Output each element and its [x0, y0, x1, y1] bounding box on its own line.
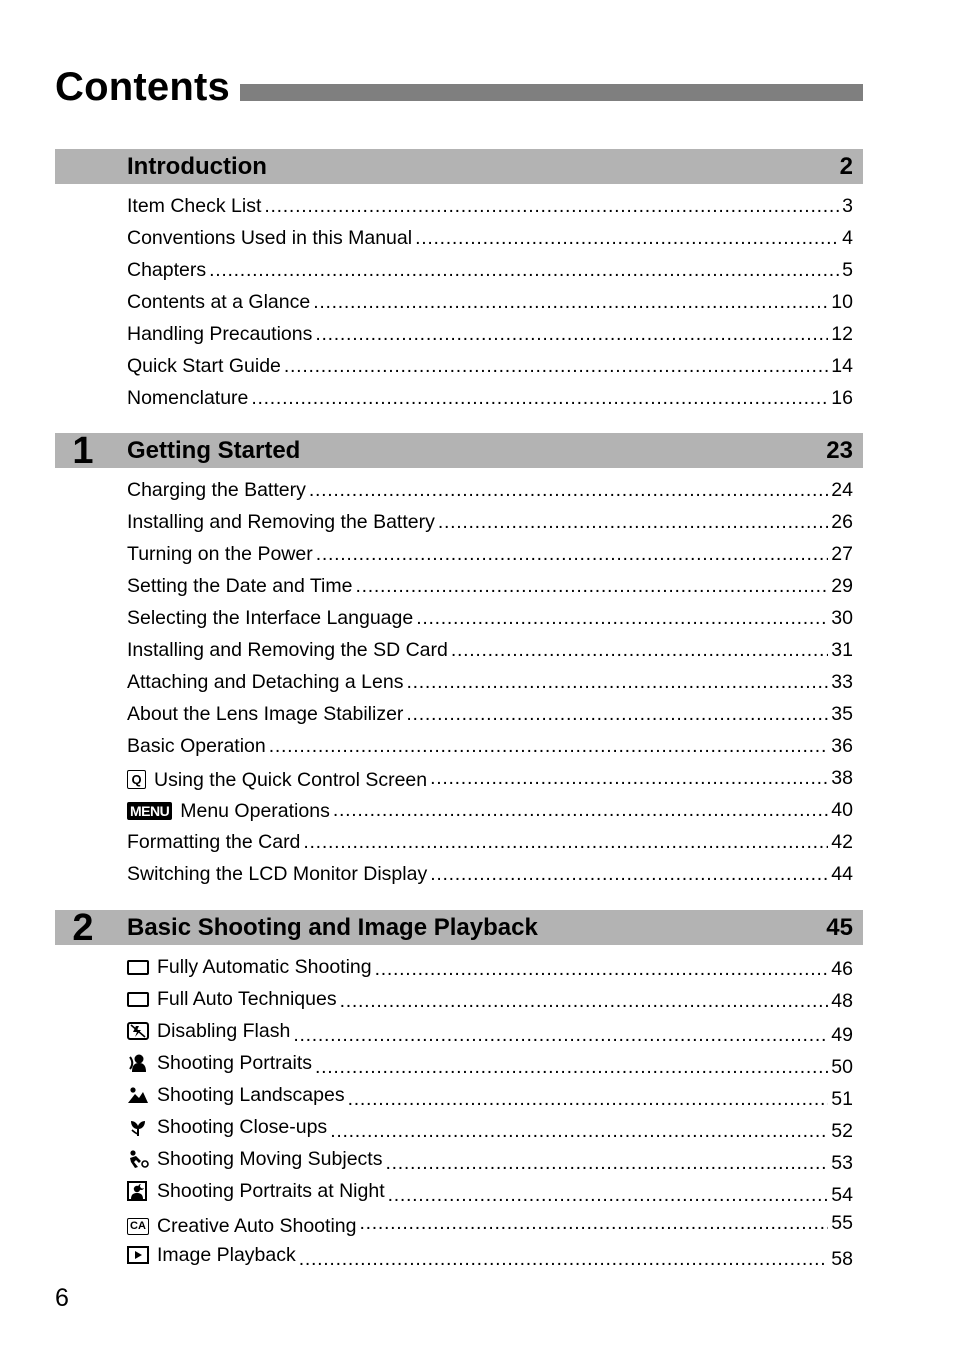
- section-page: 45: [826, 914, 853, 941]
- toc-entry[interactable]: [127, 1115, 853, 1147]
- landscape-icon: [127, 1085, 149, 1105]
- dot-leader: [438, 510, 828, 534]
- toc-entry-label-group: [127, 799, 330, 823]
- toc-section: [55, 430, 863, 894]
- toc-entry-label-group: [127, 386, 248, 410]
- page-number: 6: [55, 1284, 69, 1312]
- toc-entry[interactable]: [127, 987, 853, 1019]
- dot-leader: [375, 957, 829, 981]
- toc-entry-label: Creative Auto Shooting: [157, 1215, 357, 1237]
- toc-entry[interactable]: [127, 478, 853, 510]
- toc-entry-page: 5: [842, 259, 853, 281]
- dot-leader: [406, 670, 828, 694]
- toc-entry-page: 16: [831, 387, 853, 409]
- scene-intelligent-auto-icon: [127, 992, 149, 1007]
- toc-entry-label-group: [127, 830, 300, 854]
- toc-entry-label-group: [127, 1243, 296, 1267]
- toc-entry-label: Switching the LCD Monitor Display: [127, 863, 428, 885]
- dot-leader: [340, 989, 829, 1013]
- toc-entry-label-group: [127, 1179, 385, 1203]
- close-up-icon: [127, 1117, 149, 1137]
- page-header: [55, 62, 863, 112]
- toc-entry[interactable]: [127, 638, 853, 670]
- toc-entry-page: 29: [831, 575, 853, 597]
- toc-entry[interactable]: [127, 955, 853, 987]
- toc-entry-label-group: [127, 862, 427, 886]
- toc-entry[interactable]: [127, 766, 853, 798]
- dot-leader: [416, 606, 828, 630]
- dot-leader: [333, 798, 828, 822]
- section-header[interactable]: [55, 907, 863, 949]
- toc-entry[interactable]: [127, 542, 853, 574]
- toc-entry-page: 38: [831, 767, 853, 789]
- toc-entry-label-group: [127, 1051, 312, 1075]
- toc-entry[interactable]: [127, 702, 853, 734]
- toc-entry[interactable]: [127, 258, 853, 290]
- toc-entry-page: 55: [831, 1212, 853, 1234]
- dot-leader: [388, 1183, 829, 1207]
- dot-leader: [451, 638, 828, 662]
- dot-leader: [330, 1119, 828, 1143]
- dot-leader: [415, 226, 839, 250]
- toc-entry[interactable]: [127, 734, 853, 766]
- menu-icon: MENU: [127, 802, 172, 820]
- toc-entry-label: Fully Automatic Shooting: [157, 956, 372, 978]
- toc-entry-label: Formatting the Card: [127, 831, 301, 853]
- toc-entry-label: Attaching and Detaching a Lens: [127, 671, 404, 693]
- toc-entry-label: Item Check List: [127, 195, 262, 217]
- toc-entry-page: 30: [831, 607, 853, 629]
- toc-entry-page: 27: [831, 543, 853, 565]
- toc-entry-label: Turning on the Power: [127, 543, 313, 565]
- dot-leader: [430, 862, 828, 886]
- toc-entry-label-group: [127, 1214, 356, 1238]
- toc-entry-label: Using the Quick Control Screen: [154, 768, 428, 791]
- toc-entry-page: 31: [831, 639, 853, 661]
- toc-entry[interactable]: [127, 290, 853, 322]
- toc-entry-label: Shooting Moving Subjects: [157, 1148, 383, 1170]
- toc-entry-label-group: [127, 768, 427, 792]
- dot-leader: [309, 478, 828, 502]
- toc-entry-label-group: [127, 1115, 327, 1139]
- toc-entry-page: 48: [831, 989, 853, 1012]
- dot-leader: [209, 258, 839, 282]
- dot-leader: [293, 1023, 828, 1047]
- dot-leader: [315, 1055, 828, 1079]
- toc-entry-page: 58: [831, 1248, 853, 1270]
- toc-entry-label-group: [127, 670, 403, 694]
- toc-entry-label: Full Auto Techniques: [157, 988, 337, 1010]
- toc-entry[interactable]: [127, 862, 853, 894]
- toc-entry-label-group: [127, 1019, 290, 1043]
- night-portrait-icon: [127, 1181, 149, 1201]
- toc-entry-label: Shooting Close-ups: [157, 1116, 328, 1138]
- toc-entry-label-group: [127, 478, 306, 502]
- section-header[interactable]: [55, 430, 863, 472]
- dot-leader: [359, 1211, 828, 1235]
- toc-entry-label: Disabling Flash: [157, 1020, 291, 1042]
- section-page: 2: [839, 153, 853, 180]
- dot-leader: [348, 1087, 829, 1111]
- toc-entry-page: 35: [831, 703, 853, 725]
- toc-section: [55, 149, 863, 418]
- playback-icon: [127, 1245, 149, 1265]
- toc-entry-label: Installing and Removing the SD Card: [127, 639, 448, 661]
- toc-entry[interactable]: [127, 1083, 853, 1115]
- toc-entry[interactable]: [127, 830, 853, 862]
- toc-entry[interactable]: [127, 226, 853, 258]
- toc-entry-label: Quick Start Guide: [127, 355, 281, 377]
- toc-entry-label: Selecting the Interface Language: [127, 607, 414, 629]
- toc-entry-page: 26: [831, 511, 853, 533]
- dot-leader: [299, 1247, 829, 1271]
- toc-entry-label: Shooting Portraits at Night: [157, 1180, 385, 1202]
- toc-entry-label-group: [127, 574, 352, 598]
- toc-entry-label-group: [127, 194, 261, 218]
- toc-entry-label-group: [127, 702, 403, 726]
- toc-entry[interactable]: [127, 386, 853, 418]
- toc-entry-label: Conventions Used in this Manual: [127, 227, 413, 249]
- toc-entry-label: Charging the Battery: [127, 479, 306, 501]
- section-page: 23: [826, 437, 853, 464]
- toc-entry-label: Installing and Removing the Battery: [127, 511, 435, 533]
- dot-leader: [303, 830, 828, 854]
- toc-entry-label-group: [127, 734, 266, 758]
- toc-entry-label: Shooting Portraits: [157, 1052, 313, 1074]
- toc-entry-list: [127, 955, 853, 1275]
- dot-leader: [315, 322, 828, 346]
- toc-entry[interactable]: [127, 670, 853, 702]
- flash-off-icon: [127, 1021, 149, 1041]
- toc-entry-label-group: [127, 510, 435, 534]
- toc-entry-label: Setting the Date and Time: [127, 575, 353, 597]
- toc-entry-label: Basic Operation: [127, 735, 266, 757]
- toc-entry-label: Handling Precautions: [127, 323, 313, 345]
- dot-leader: [316, 542, 829, 566]
- toc-entry-label-group: [127, 542, 313, 566]
- toc-entry-page: 52: [831, 1120, 853, 1142]
- toc-entry-label: Image Playback: [157, 1244, 296, 1266]
- toc-entry-page: 50: [831, 1056, 853, 1078]
- page-title: Contents: [55, 65, 230, 109]
- chapter-number: 2: [72, 907, 94, 949]
- section-title: Introduction: [127, 153, 267, 180]
- toc-entry[interactable]: [127, 1019, 853, 1051]
- dot-leader: [313, 290, 828, 314]
- toc-entry-page: 54: [831, 1184, 853, 1206]
- toc-entry[interactable]: [127, 354, 853, 386]
- toc-entry[interactable]: [127, 510, 853, 542]
- sports-icon: [127, 1149, 149, 1169]
- dot-leader: [269, 734, 829, 758]
- toc-entry-page: 3: [842, 195, 853, 217]
- toc-entry[interactable]: [127, 1211, 853, 1243]
- toc-entry[interactable]: [127, 1147, 853, 1179]
- dot-leader: [251, 386, 828, 410]
- toc-entry-label-group: [127, 955, 372, 979]
- toc-entry-list: [127, 478, 853, 894]
- dot-leader: [264, 194, 839, 218]
- dot-leader: [430, 766, 828, 790]
- toc-entry-label: Nomenclature: [127, 387, 249, 409]
- chapter-number: 1: [72, 430, 94, 472]
- toc-entry-label-group: [127, 226, 412, 250]
- toc-entry-page: 44: [831, 863, 853, 885]
- toc-entry-page: 53: [831, 1152, 853, 1174]
- toc-entry-label-group: [127, 1083, 345, 1107]
- quick-control-icon: Q: [127, 770, 146, 789]
- toc-entry[interactable]: [127, 194, 853, 226]
- toc-entry-page: 46: [831, 957, 853, 980]
- toc-entry-page: 33: [831, 671, 853, 693]
- dot-leader: [284, 354, 828, 378]
- toc-section: [55, 907, 863, 1275]
- toc-entry-label-group: [127, 1147, 382, 1171]
- toc-entry-label: Contents at a Glance: [127, 291, 311, 313]
- toc-entry-label-group: [127, 354, 281, 378]
- dot-leader: [385, 1151, 828, 1175]
- toc-entry[interactable]: [127, 1051, 853, 1083]
- toc-entry-label-group: [127, 290, 310, 314]
- toc-entry-label-group: [127, 258, 206, 282]
- section-header[interactable]: [55, 149, 863, 184]
- toc-entry-page: 36: [831, 735, 853, 757]
- toc-entry-label-group: [127, 987, 337, 1011]
- portrait-icon: [127, 1053, 149, 1073]
- toc-entry-page: 49: [831, 1024, 853, 1046]
- toc-entry-page: 40: [831, 799, 853, 821]
- toc-entry-label: About the Lens Image Stabilizer: [127, 703, 404, 725]
- toc-entry-label: Shooting Landscapes: [157, 1084, 345, 1106]
- toc-entry-label-group: [127, 606, 413, 630]
- toc-entry-list: [127, 194, 853, 418]
- toc-entry-label: Chapters: [127, 259, 207, 281]
- toc-entry-page: 12: [831, 323, 853, 345]
- toc-entry[interactable]: [127, 798, 853, 830]
- toc-entry[interactable]: [127, 1179, 853, 1211]
- scene-intelligent-auto-icon: [127, 960, 149, 975]
- toc-entry-page: 51: [831, 1088, 853, 1110]
- toc-entry-label-group: [127, 638, 448, 662]
- toc-entry-label: Menu Operations: [180, 800, 330, 822]
- toc-entry[interactable]: [127, 322, 853, 354]
- toc-entry[interactable]: [127, 1243, 853, 1275]
- toc-entry-page: 10: [831, 291, 853, 313]
- toc-entry[interactable]: [127, 606, 853, 638]
- toc-entry[interactable]: [127, 574, 853, 606]
- dot-leader: [406, 702, 828, 726]
- toc-entry-page: 42: [831, 831, 853, 853]
- section-title: Basic Shooting and Image Playback: [127, 914, 538, 941]
- toc-entry-label-group: [127, 322, 312, 346]
- dot-leader: [355, 574, 828, 598]
- toc-entry-page: 4: [842, 227, 853, 249]
- toc-entry-page: 14: [831, 355, 853, 377]
- creative-auto-icon: CA: [127, 1218, 149, 1235]
- title-rule: [240, 84, 863, 101]
- section-title: Getting Started: [127, 437, 301, 464]
- toc-entry-page: 24: [831, 479, 853, 501]
